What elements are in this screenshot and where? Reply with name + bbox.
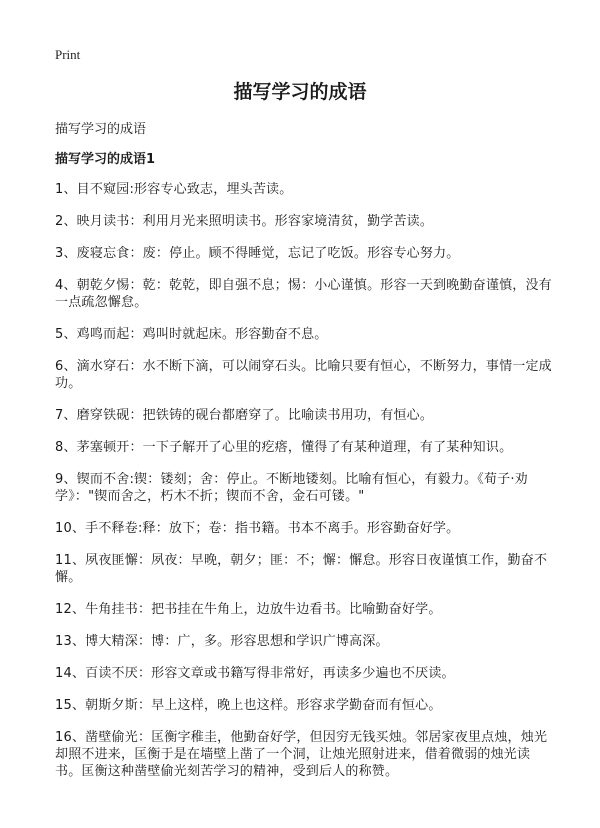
- print-link[interactable]: Print: [55, 47, 81, 62]
- idiom-item: 15、朝斯夕斯：早上这样，晚上也这样。形容求学勤奋而有恒心。: [55, 698, 442, 713]
- idiom-item: 11、夙夜匪懈：夙夜：早晚，朝夕；匪：不；懈：懈怠。形容日夜谨慎工作，勤奋不懈。: [55, 553, 548, 585]
- idiom-item: 12、牛角挂书：把书挂在牛角上，边放牛边看书。比喻勤奋好学。: [55, 602, 442, 617]
- idiom-item: 2、映月读书：利用月光来照明读书。形容家境清贫，勤学苦读。: [55, 214, 434, 229]
- idiom-item: 16、凿壁偷光：匡衡字稚圭，他勤奋好学，但因穷无钱买烛。邻居家夜里点烛，烛光却照不进来，匡衡于是在墙壁上凿了一个洞，让烛光照射进来，借着微弱的烛光读书。匡衡这种凿壁偷光刻苦学习的精神，受到后人的称赞。: [55, 730, 548, 779]
- idiom-item: 7、磨穿铁砚：把铁铸的砚台都磨穿了。比喻读书用功，有恒心。: [55, 408, 434, 423]
- idiom-item: 1、目不窥园:形容专心致志，埋头苦读。: [55, 182, 293, 197]
- page-subtitle: 描写学习的成语: [55, 122, 147, 137]
- idiom-list: [55, 181, 555, 795]
- idiom-item: 5、鸡鸣而起：鸡叫时就起床。形容勤奋不息。: [55, 327, 328, 342]
- idiom-item: 10、手不释卷:释：放下；卷：指书籍。书本不离手。形容勤奋好学。: [55, 521, 460, 536]
- idiom-item: 6、滴水穿石：水不断下滴，可以闹穿石头。比喻只要有恒心，不断努力，事情一定成功。: [55, 359, 552, 391]
- section-heading: 描写学习的成语1: [55, 152, 156, 167]
- idiom-item: 4、朝乾夕惕：乾：乾乾，即自强不息；惕：小心谨慎。形容一天到晚勤奋谨慎，没有一点疏忽懈怠。: [55, 278, 552, 310]
- page-title: 描写学习的成语: [233, 81, 367, 103]
- idiom-item: 13、博大精深：博：广，多。形容思想和学识广博高深。: [55, 634, 389, 649]
- idiom-item: 8、茅塞顿开：一下子解开了心里的疙瘩，懂得了有某种道理，有了某种知识。: [55, 440, 513, 455]
- idiom-item: 9、锲而不舍:锲：镂刻；舍：停止。不断地镂刻。比喻有恒心，有毅力。《荀子·劝学》："锲而舍之，朽木不折；锲而不舍，金石可镂。": [55, 472, 528, 504]
- idiom-item: 14、百读不厌：形容文章或书籍写得非常好，再读多少遍也不厌读。: [55, 666, 455, 681]
- idiom-item: 3、废寝忘食：废：停止。顾不得睡觉，忘记了吃饭。形容专心努力。: [55, 246, 460, 261]
